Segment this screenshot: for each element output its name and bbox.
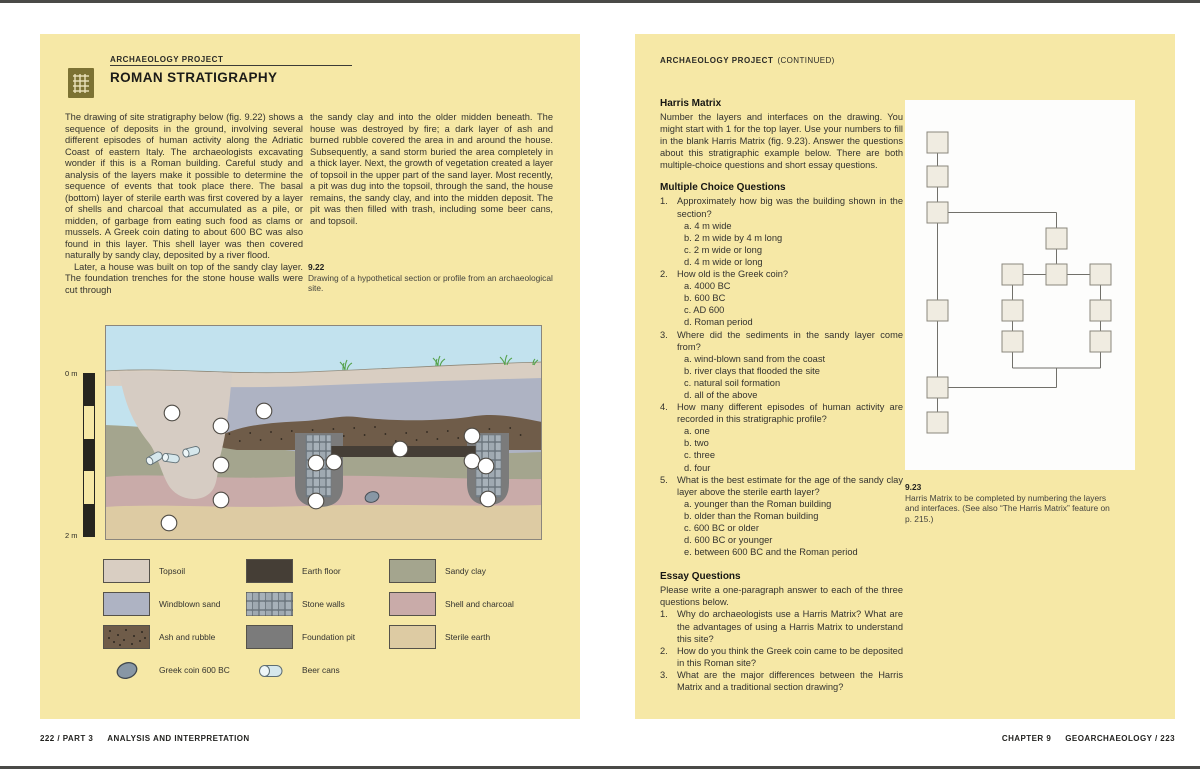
paragraph: the sandy clay and into the older midden beneath. The house was destroyed by fire; a dark layer of ash and burned rubble covered the area in and around the house. Subsequently, a sand storm buried the area completely in a thick layer. Next, the growth of vegetation created a layer of topsoil in the upper part of the sand layer. Most recently, a pit was dug into the topsoil, through the sand, the house remains, the sandy clay, and into the midden deposit. The pit was then filled with trash, including some beer cans, and topsoil. (310, 112, 553, 226)
legend-item (389, 554, 532, 587)
legend-label: Foundation pit (302, 631, 356, 642)
legend-swatch-cans (246, 658, 293, 682)
harris-matrix-heading: Harris Matrix (660, 98, 722, 109)
essay-intro: Please write a one-paragraph answer to each of the three questions below. (660, 585, 903, 608)
right-page (635, 34, 1175, 719)
mc-option: b. river clays that flooded the site (684, 365, 820, 376)
mc-option: d. Roman period (684, 317, 753, 328)
blank-label-circle (464, 428, 480, 444)
blank-matrix-box (1002, 264, 1023, 285)
legend-item (389, 620, 532, 653)
page-title: ROMAN STRATIGRAPHY (110, 70, 278, 85)
legend-column (246, 554, 389, 686)
question-number: 2. (660, 269, 668, 280)
legend-swatch-solid (246, 559, 293, 583)
figure-legend (103, 554, 532, 686)
blank-label-circle (213, 492, 229, 508)
mc-option: a. 4 m wide (684, 220, 732, 231)
caption-number: 9.23 (905, 482, 922, 492)
legend-item (103, 587, 246, 620)
blank-label-circle (164, 405, 180, 421)
question-number: 1. (660, 609, 668, 620)
legend-label: Sandy clay (445, 565, 486, 576)
question-number: 4. (660, 402, 668, 413)
essay-question-list (660, 608, 903, 693)
mc-option: b. two (684, 438, 709, 449)
text-column-1 (65, 112, 303, 296)
mc-option: a. younger than the Roman building (684, 498, 832, 509)
legend-label: Beer cans (302, 664, 340, 675)
kicker-text: ARCHAEOLOGY PROJECT (660, 56, 774, 65)
footer-right (1002, 734, 1175, 743)
legend-label: Stone walls (302, 598, 345, 609)
figure-923-caption (905, 482, 1110, 524)
legend-column (103, 554, 246, 686)
blank-matrix-box (1046, 228, 1067, 249)
questions-column (660, 98, 903, 693)
legend-label: Shell and charcoal (445, 598, 514, 609)
legend-item (389, 587, 532, 620)
blank-matrix-box (1002, 300, 1023, 321)
question-text: How many different episodes of human activity are recorded in this stratigraphic profile? (677, 402, 903, 425)
legend-item (246, 587, 389, 620)
mc-option: d. 600 BC or younger (684, 535, 773, 546)
legend-label: Ash and rubble (159, 631, 216, 642)
legend-item (246, 554, 389, 587)
mc-question (660, 401, 903, 425)
legend-label: Topsoil (159, 565, 186, 576)
scale-bar (83, 373, 95, 537)
legend-swatch-coin (103, 658, 150, 682)
harris-matrix-figure (905, 100, 1135, 470)
legend-item (246, 620, 389, 653)
blank-label-circle (213, 418, 229, 434)
question-number: 1. (660, 196, 668, 207)
mc-question (660, 474, 903, 498)
mc-option: b. 600 BC (684, 293, 726, 304)
blank-label-circle (213, 457, 229, 473)
question-text: Approximately how big was the building shown in the section? (677, 196, 903, 219)
blank-matrix-box (927, 132, 948, 153)
harris-matrix-figure-panel (905, 100, 1135, 470)
multiple-choice-list (660, 195, 903, 558)
blank-label-circle (464, 453, 480, 469)
question-text: How old is the Greek coin? (677, 269, 789, 280)
mc-option: a. 4000 BC (684, 281, 731, 292)
mc-option: d. all of the above (684, 389, 758, 400)
essay-questions-heading: Essay Questions (660, 571, 741, 583)
mc-option: d. 4 m wide or long (684, 256, 763, 267)
scale-label-0m: 0 m (65, 369, 78, 378)
blank-label-circle (392, 441, 408, 457)
scale-label-2m: 2 m (65, 531, 78, 540)
mc-question (660, 268, 903, 280)
blank-label-circle (480, 491, 496, 507)
question-text: What are the major differences between the Harris Matrix and a traditional section drawing? (677, 669, 903, 693)
legend-swatch-speckled (103, 625, 150, 649)
mc-option: a. wind-blown sand from the coast (684, 353, 826, 364)
blank-matrix-box (927, 377, 948, 398)
legend-label: Windblown sand (159, 598, 221, 609)
mc-option: c. 2 m wide or long (684, 244, 763, 255)
kicker-suffix: (CONTINUED) (777, 56, 835, 65)
legend-swatch-solid (389, 592, 436, 616)
legend-label: Earth floor (302, 565, 341, 576)
footer-chapter-title-page: GEOARCHAEOLOGY / 223 (1065, 734, 1175, 743)
left-page (40, 34, 580, 719)
mc-option: a. one (684, 426, 710, 437)
blank-matrix-box (1090, 264, 1111, 285)
legend-label: Greek coin 600 BC (159, 664, 230, 675)
mc-option: b. 2 m wide by 4 m long (684, 232, 783, 243)
blank-matrix-box (927, 412, 948, 433)
caption-text: Drawing of a hypothetical section or profile from an archaeological site. (308, 272, 553, 294)
legend-swatch-solid (389, 559, 436, 583)
footer-section-title: ANALYSIS AND INTERPRETATION (107, 734, 250, 743)
paragraph: The drawing of site stratigraphy below (fig. 9.22) shows a sequence of deposits in the ground, involving several different episodes of human activity along the Adriatic Coast of eastern Italy. The archaeologists excavating wonder if this is a Roman building. Careful study and analysis of the layers make it possible to determine the sequence of events that took place there. The basal (bottom) layer of sterile earth was first covered by a layer of shells and charcoal that accumulated as a pile, or midden, of garbage from eating such food as clams or mussels. A Greek coin dating to about 600 BC was also found in this layer. This shell layer was then covered naturally by sandy clay, deposited by a river flood. (65, 112, 303, 260)
question-number: 2. (660, 645, 668, 656)
legend-swatch-solid (103, 592, 150, 616)
paragraph: Later, a house was built on top of the sandy clay layer. The foundation trenches for the stone house walls were cut through (65, 261, 303, 295)
kicker-rule (110, 65, 352, 66)
mc-option: e. between 600 BC and the Roman period (684, 547, 858, 558)
blank-label-circle (326, 454, 342, 470)
legend-item (103, 620, 246, 653)
mc-option: d. four (684, 462, 711, 473)
essay-question (660, 645, 903, 669)
question-number: 3. (660, 329, 668, 340)
blank-label-circle (478, 458, 494, 474)
question-text: Where did the sediments in the sandy layer come from? (677, 329, 903, 352)
essay-question (660, 608, 903, 644)
blank-matrix-box (927, 300, 948, 321)
blank-matrix-box (1002, 331, 1023, 352)
footer-chapter: CHAPTER 9 (1001, 734, 1052, 743)
blank-matrix-box (927, 202, 948, 223)
site-grid-icon (68, 68, 94, 98)
blank-label-circle (308, 493, 324, 509)
footer-left (40, 734, 250, 743)
mc-option: b. older than the Roman building (684, 510, 819, 521)
mc-question (660, 329, 903, 353)
blank-label-circle (308, 455, 324, 471)
figure-922-caption (308, 262, 568, 294)
multiple-choice-heading: Multiple Choice Questions (660, 182, 786, 194)
blank-label-circle (256, 403, 272, 419)
project-kicker: ARCHAEOLOGY PROJECT (110, 55, 224, 64)
legend-swatch-solid (103, 559, 150, 583)
blank-matrix-box (1090, 300, 1111, 321)
essay-question (660, 669, 903, 693)
blank-matrix-box (1090, 331, 1111, 352)
question-text: What is the best estimate for the age of the sandy clay layer above the sterile earth layer? (677, 474, 903, 497)
mc-option: c. AD 600 (684, 305, 725, 316)
legend-item (103, 653, 246, 686)
top-trim-bar (0, 0, 1200, 3)
legend-swatch-solid (389, 625, 436, 649)
question-text: How do you think the Greek coin came to be deposited in this Roman site? (677, 645, 903, 668)
mc-option: c. three (684, 450, 716, 461)
harris-matrix-paragraph: Number the layers and interfaces on the drawing. You might start with 1 for the top layer. Use your numbers to fill in the blank Harris Matrix (fig. 9.23). Answer the questions about this stratigraphic example below. There are both multiple-choice questions and short essay questions. (660, 112, 903, 171)
blank-label-circle (161, 515, 177, 531)
mc-option: c. natural soil formation (684, 377, 781, 388)
legend-column (389, 554, 532, 686)
stratigraphy-section-figure (105, 325, 542, 540)
legend-swatch-bricks (246, 592, 293, 616)
blank-matrix-box (927, 166, 948, 187)
blank-matrix-box (1046, 264, 1067, 285)
project-kicker-continued (660, 56, 835, 65)
mc-question (660, 195, 903, 219)
question-number: 5. (660, 474, 668, 485)
mc-option: c. 600 BC or older (684, 523, 759, 533)
footer-page-part: 222 / PART 3 (40, 734, 94, 743)
caption-text: Harris Matrix to be completed by numbering the layers and interfaces. (See also “The Harris Matrix” feature on p. 215.) (905, 492, 1110, 524)
question-text: Why do archaeologists use a Harris Matrix? What are the advantages of using a Harris Matrix to understand this site? (677, 609, 903, 644)
legend-item (246, 653, 389, 686)
caption-number: 9.22 (308, 262, 325, 272)
legend-swatch-solid (246, 625, 293, 649)
question-number: 3. (660, 669, 668, 680)
legend-label: Sterile earth (445, 631, 491, 642)
legend-item (103, 554, 246, 587)
